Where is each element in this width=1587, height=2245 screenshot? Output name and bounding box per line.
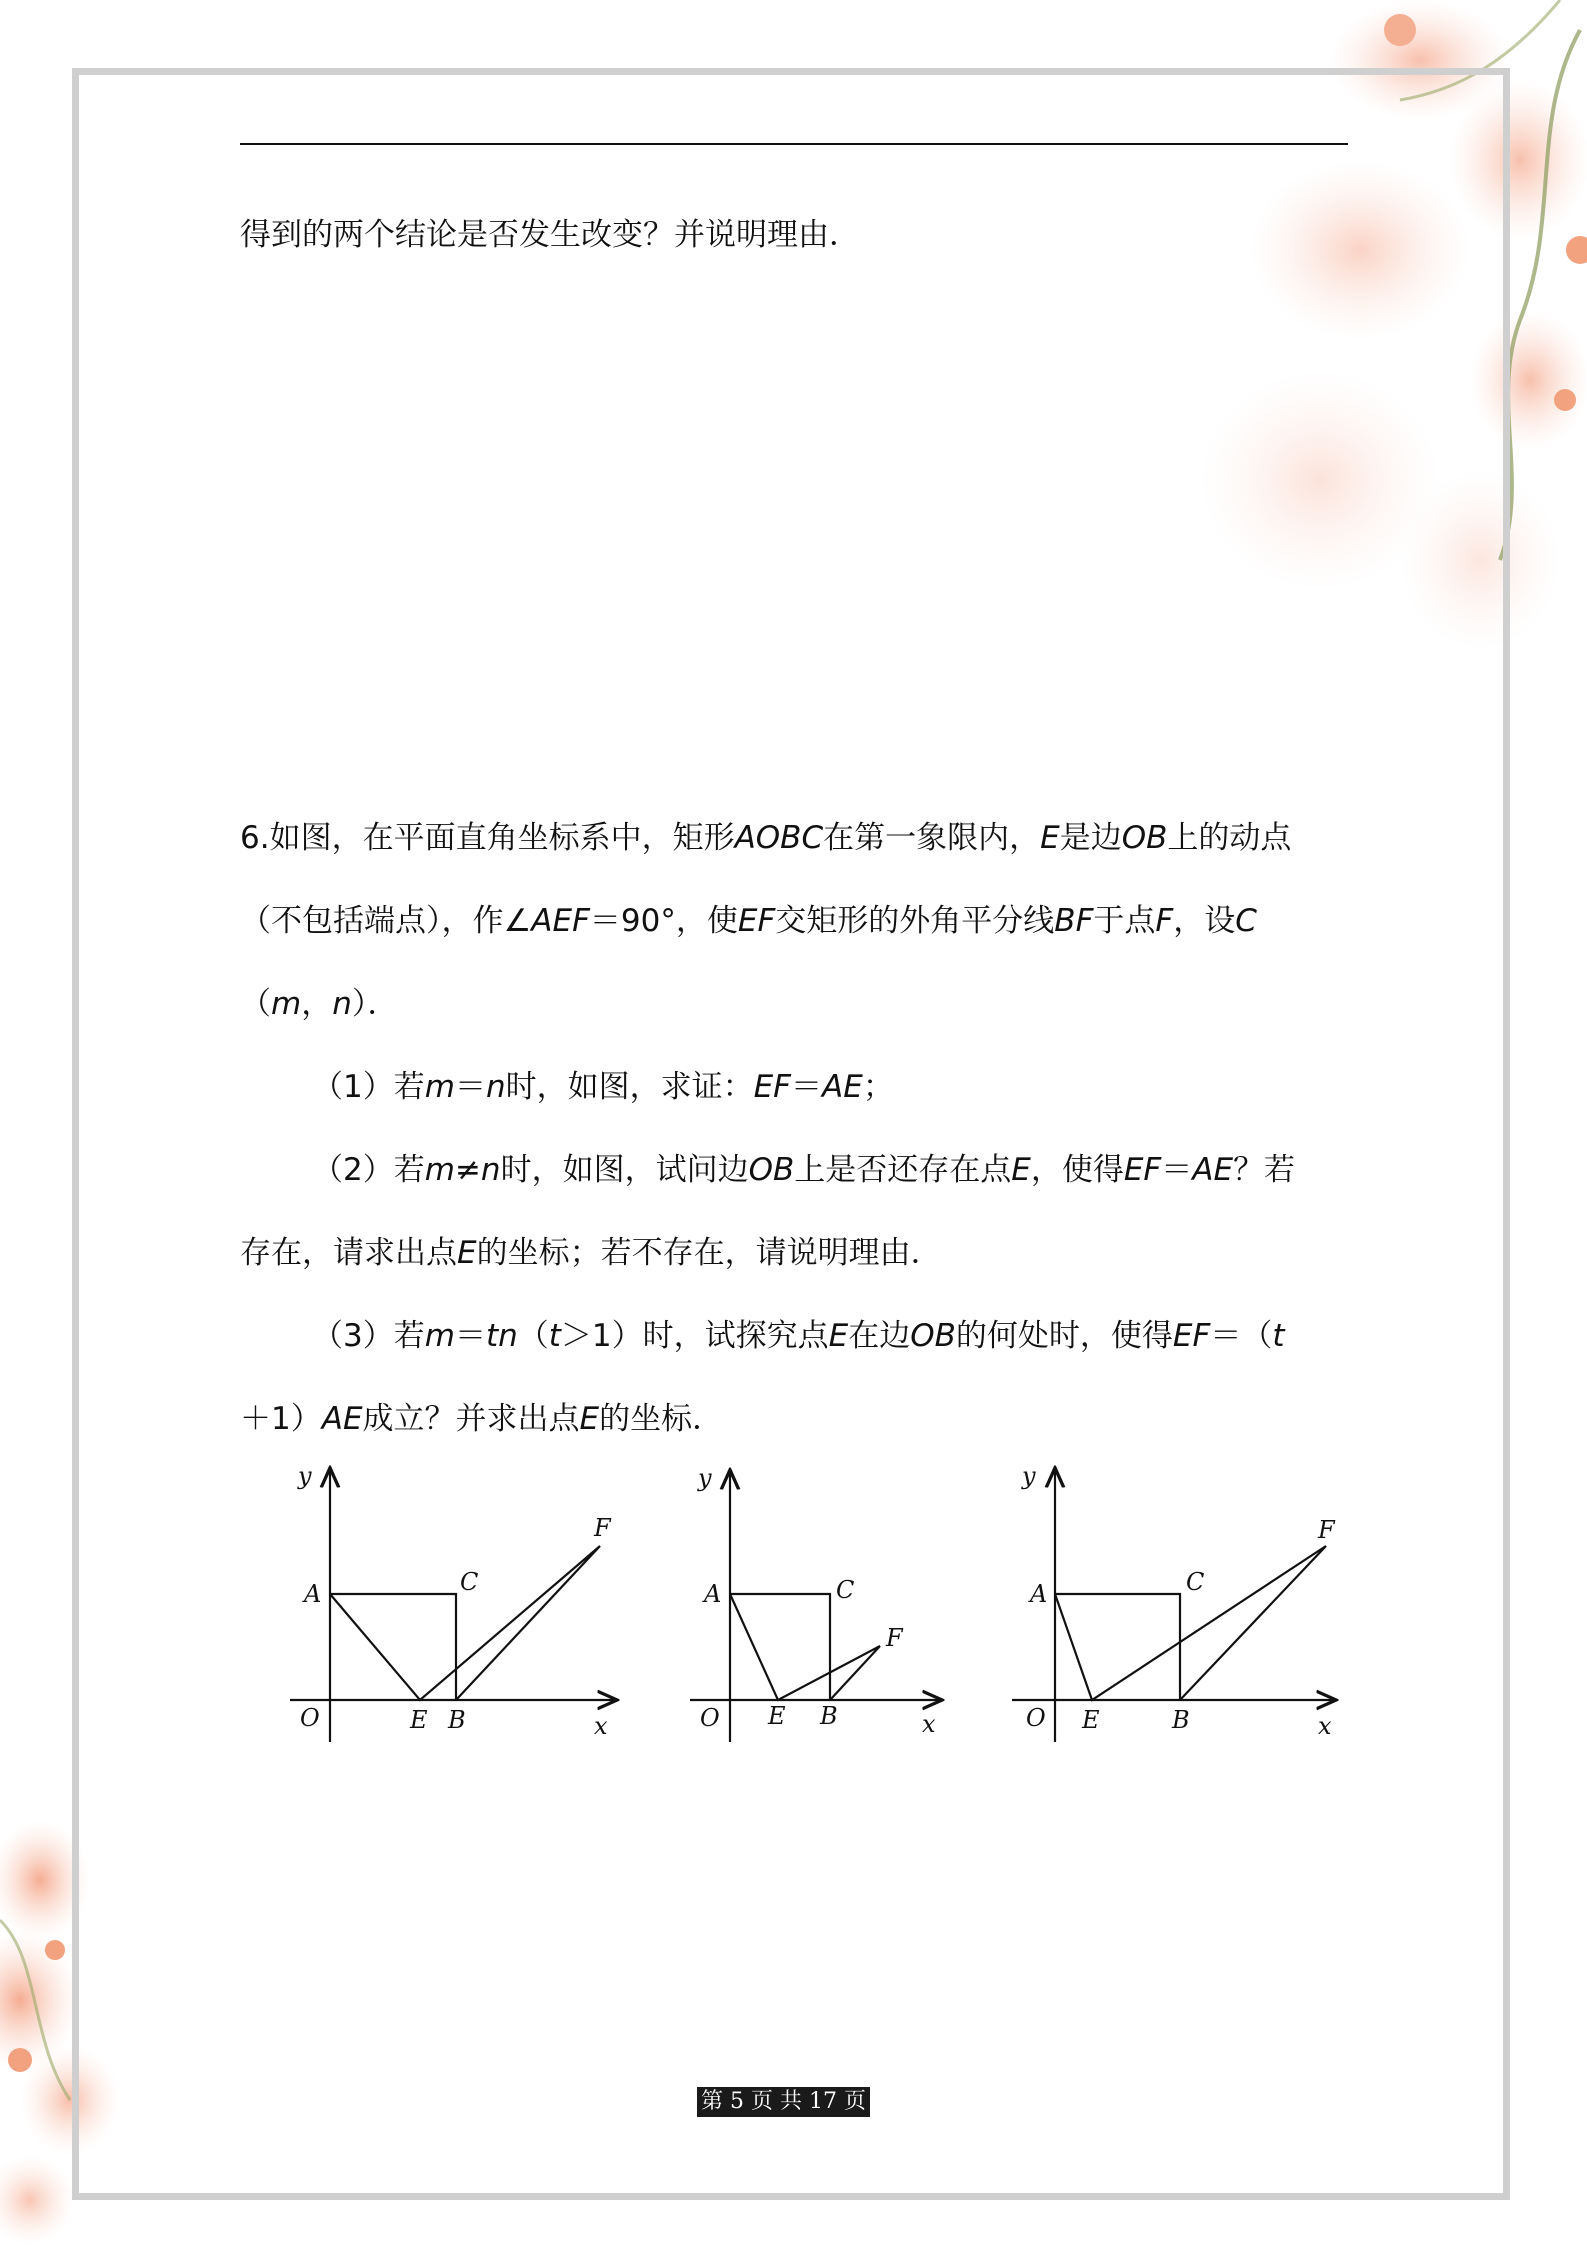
fig2-label-F: F (886, 1624, 903, 1652)
fig2-triangle (730, 1594, 880, 1700)
problem-6-line-1: 6.如图，在平面直角坐标系中，矩形AOBC在第一象限内，E是边OB上的动点 (240, 820, 1292, 856)
figure-2 (690, 1472, 940, 1742)
problem-6-line-3: （m，n）． (240, 986, 399, 1022)
fig2-label-E: E (768, 1702, 786, 1730)
fig3-label-C: C (1186, 1568, 1205, 1596)
fig2-label-y: y (698, 1464, 712, 1492)
fig3-label-A: A (1030, 1580, 1048, 1608)
fig2-label-A: A (704, 1580, 722, 1608)
fig1-label-E: E (410, 1706, 428, 1734)
fig1-label-C: C (460, 1568, 479, 1596)
question-2-line-1: （2）若m≠n时，如图，试问边OB上是否还存在点E，使得EF＝AE？若 (312, 1152, 1296, 1188)
fig3-label-y: y (1022, 1462, 1036, 1490)
page-number-footer: 第 5 页 共 17 页 (697, 2087, 870, 2117)
fig1-label-O: O (300, 1704, 320, 1732)
fig1-label-y: y (298, 1462, 312, 1490)
fig3-label-E: E (1082, 1706, 1100, 1734)
page-border (72, 68, 1510, 2200)
question-2-line-2: 存在，请求出点E的坐标；若不存在，请说明理由． (240, 1235, 942, 1271)
fig1-label-A: A (304, 1580, 322, 1608)
question-3-line-1: （3）若m＝tn（t＞1）时，试探究点E在边OB的何处时，使得EF＝（t (312, 1318, 1285, 1354)
figure-1 (290, 1470, 615, 1742)
fig1-label-F: F (594, 1514, 611, 1542)
fig2-label-x: x (922, 1710, 936, 1738)
header-rule (240, 143, 1348, 145)
problem-6-line-2: （不包括端点），作∠AEF＝90°，使EF交矩形的外角平分线BF于点F，设C (240, 903, 1257, 939)
fig1-label-B: B (448, 1706, 466, 1734)
fig2-rectangle (730, 1594, 830, 1700)
fig2-label-O: O (700, 1704, 720, 1732)
fig2-label-C: C (836, 1576, 855, 1604)
fig1-label-x: x (594, 1712, 608, 1740)
figures (270, 1462, 1350, 1766)
continuation-text: 得到的两个结论是否发生改变？并说明理由． (240, 217, 860, 253)
question-3-line-2: ＋1）AE成立？并求出点E的坐标． (240, 1401, 724, 1437)
fig3-label-B: B (1172, 1706, 1190, 1734)
fig3-label-x: x (1318, 1712, 1332, 1740)
fig3-label-O: O (1026, 1704, 1046, 1732)
fig2-label-B: B (820, 1702, 838, 1730)
question-1: （1）若m＝n时，如图，求证：EF＝AE； (312, 1069, 894, 1105)
figure-3 (1012, 1470, 1334, 1742)
fig3-label-F: F (1318, 1516, 1335, 1544)
